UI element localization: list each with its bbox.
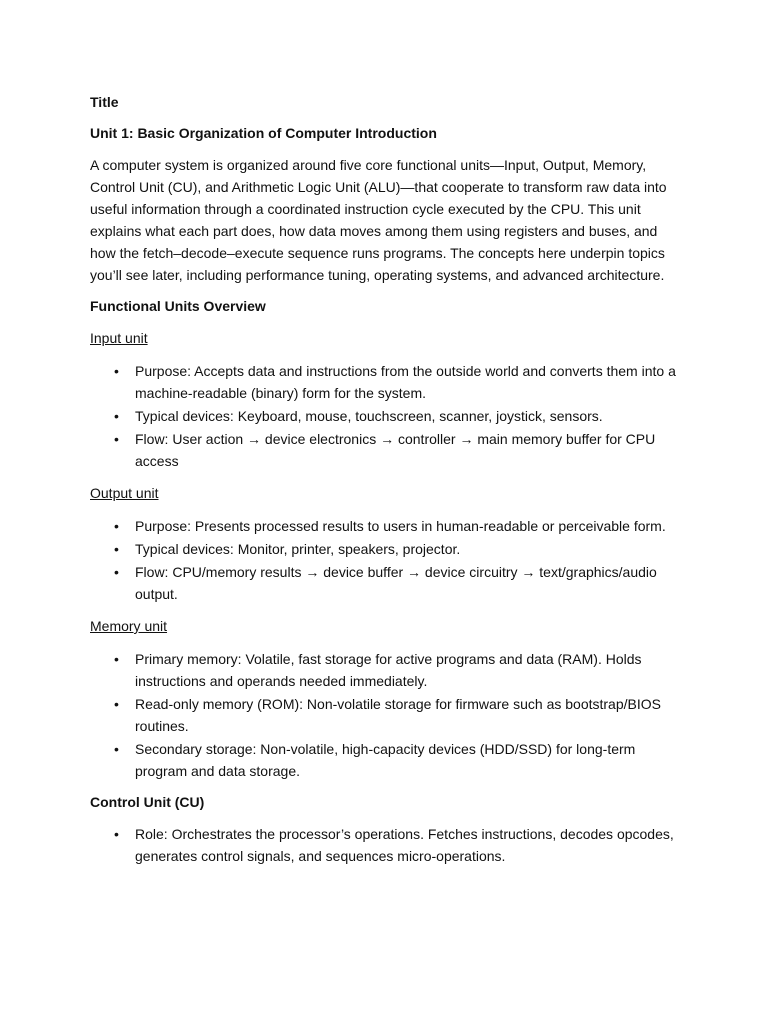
list-item-text: Role: Orchestrates the processor’s operations. Fetches instructions, decodes opcodes, generates control signals, and sequences micro-operations. [135, 826, 674, 864]
bullet-icon: • [114, 826, 119, 842]
list-item-text: Typical devices: Keyboard, mouse, touchscreen, scanner, joystick, sensors. [135, 408, 603, 424]
list-item-text: Typical devices: Monitor, printer, speakers, projector. [135, 541, 461, 557]
intro-paragraph: A computer system is organized around five core functional units—Input, Output, Memory, Control Unit (CU), and Arithmetic Logic Unit (ALU)—that cooperate to transform raw data into useful information through a coordinated instruction cycle executed by the CPU. This unit explains what each part does, how data moves among them using registers and buses, and how the fetch–decode–execute sequence runs programs. The concepts here underpin topics you’ll see later, including performance tuning, operating systems, and advanced architecture. [90, 157, 667, 283]
list-item [90, 405, 682, 427]
bullet-icon: • [114, 541, 119, 557]
bullet-icon: • [114, 518, 119, 534]
bullet-icon: • [114, 363, 119, 379]
list-item [90, 561, 682, 605]
list-item-text: Purpose: Accepts data and instructions from the outside world and converts them into a machine-readable (binary) form for the system. [135, 363, 676, 401]
output-unit-heading: Output unit [90, 485, 159, 501]
list-item-text: Flow: CPU/memory results → device buffer → device circuitry → text/graphics/audio output. [135, 564, 657, 602]
list-item [90, 693, 682, 737]
list-item [90, 738, 682, 782]
bullet-icon: • [114, 431, 119, 447]
list-item [90, 648, 682, 692]
output-unit-list [90, 515, 682, 605]
control-unit-heading: Control Unit (CU) [90, 794, 205, 810]
overview-heading: Functional Units Overview [90, 298, 266, 314]
list-item [90, 515, 682, 537]
list-item [90, 360, 682, 404]
bullet-icon: • [114, 741, 119, 757]
list-item-text: Primary memory: Volatile, fast storage for active programs and data (RAM). Holds instructions and operands needed immediately. [135, 651, 642, 689]
list-item-text: Purpose: Presents processed results to users in human-readable or perceivable form. [135, 518, 666, 534]
bullet-icon: • [114, 564, 119, 580]
list-item-text: Read-only memory (ROM): Non-volatile storage for firmware such as bootstrap/BIOS routines. [135, 696, 661, 734]
list-item [90, 538, 682, 560]
control-unit-list [90, 823, 682, 867]
document-title: Title [90, 94, 119, 110]
input-unit-heading: Input unit [90, 330, 148, 346]
bullet-icon: • [114, 408, 119, 424]
bullet-icon: • [114, 651, 119, 667]
bullet-icon: • [114, 696, 119, 712]
list-item-text: Flow: User action → device electronics → controller → main memory buffer for CPU access [135, 431, 656, 469]
list-item [90, 428, 682, 472]
document-page [90, 92, 682, 877]
list-item [90, 823, 682, 867]
unit-heading: Unit 1: Basic Organization of Computer Introduction [90, 125, 437, 141]
memory-unit-list [90, 648, 682, 782]
input-unit-list [90, 360, 682, 472]
list-item-text: Secondary storage: Non-volatile, high-capacity devices (HDD/SSD) for long-term program and data storage. [135, 741, 636, 779]
memory-unit-heading: Memory unit [90, 618, 168, 634]
